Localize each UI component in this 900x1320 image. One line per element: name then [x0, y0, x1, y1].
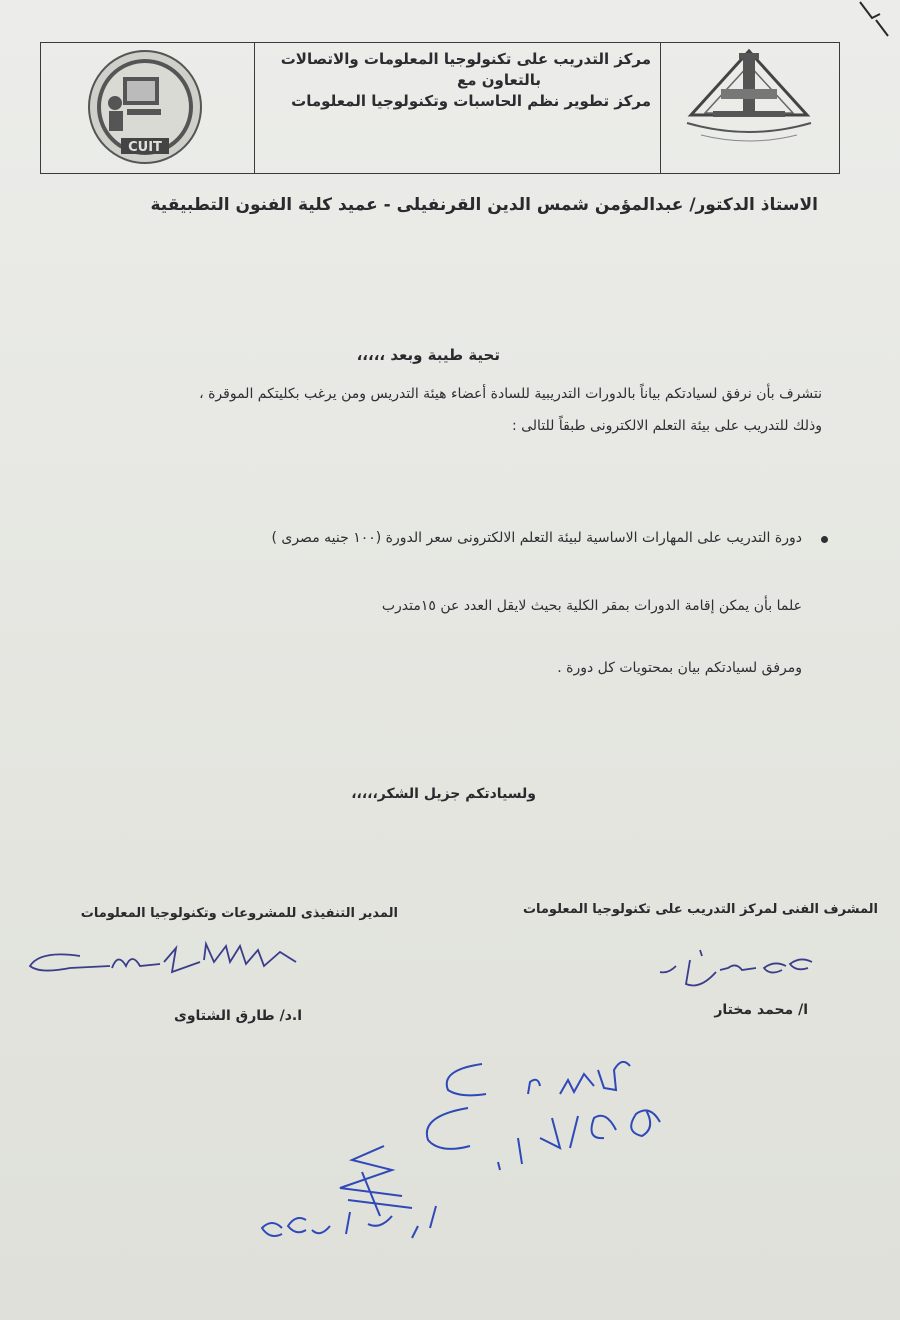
right-signatory-name: ا/ محمد مختار: [714, 1002, 808, 1018]
right-signatory-title: المشرف الفنى لمركز التدريب على تكنولوجيا المعلومات: [522, 902, 878, 917]
paragraph-line-2: وذلك للتدريب على بيئة التعلم الالكترونى طبقاً للتالى :: [511, 418, 822, 434]
center-name-line2: مركز تطوير نظم الحاسبات وتكنولوجيا المعلومات: [291, 92, 651, 110]
left-signatory-name: ا.د/ طارق الشتاوى: [174, 1008, 302, 1024]
note-attachment: ومرفق لسيادتكم بيان بمحتويات كل دورة .: [557, 660, 802, 676]
cooperation-line: بالتعاون مع: [456, 71, 541, 89]
left-signature: [30, 944, 296, 972]
right-signature: [660, 950, 812, 986]
note-minimum-trainees: علما بأن يمكن إقامة الدورات بمقر الكلية بحيث لايقل العدد عن ١٥متدرب: [381, 598, 802, 614]
left-signatory-title: المدير التنفيذى للمشروعات وتكنولوجيا المعلومات: [80, 906, 398, 921]
center-name-line1: مركز التدريب على تكنولوجيا المعلومات والاتصالات: [280, 50, 651, 68]
closing-line: ولسيادتكم جزيل الشكر،،،،،: [351, 786, 536, 802]
course-bullet: دورة التدريب على المهارات الاساسية لبيئة التعلم الالكترونى سعر الدورة (١٠٠ جنيه مصرى ): [271, 530, 802, 546]
pen-annotation: [262, 1062, 660, 1238]
greeting: تحية طيبة وبعد ،،،،،: [356, 346, 500, 364]
cuit-logo-label: CUIT: [128, 140, 162, 155]
paragraph-line-1: نتشرف بأن نرفق لسيادتكم بياناً بالدورات التدريبية للسادة أعضاء هيئة التدريس ومن يرغب بكليتكم الموقرة ،: [199, 386, 822, 402]
addressee-line: الاستاذ الدكتور/ عبدالمؤمن شمس الدين القرنفيلى - عميد كلية الفنون التطبيقية: [150, 195, 818, 215]
